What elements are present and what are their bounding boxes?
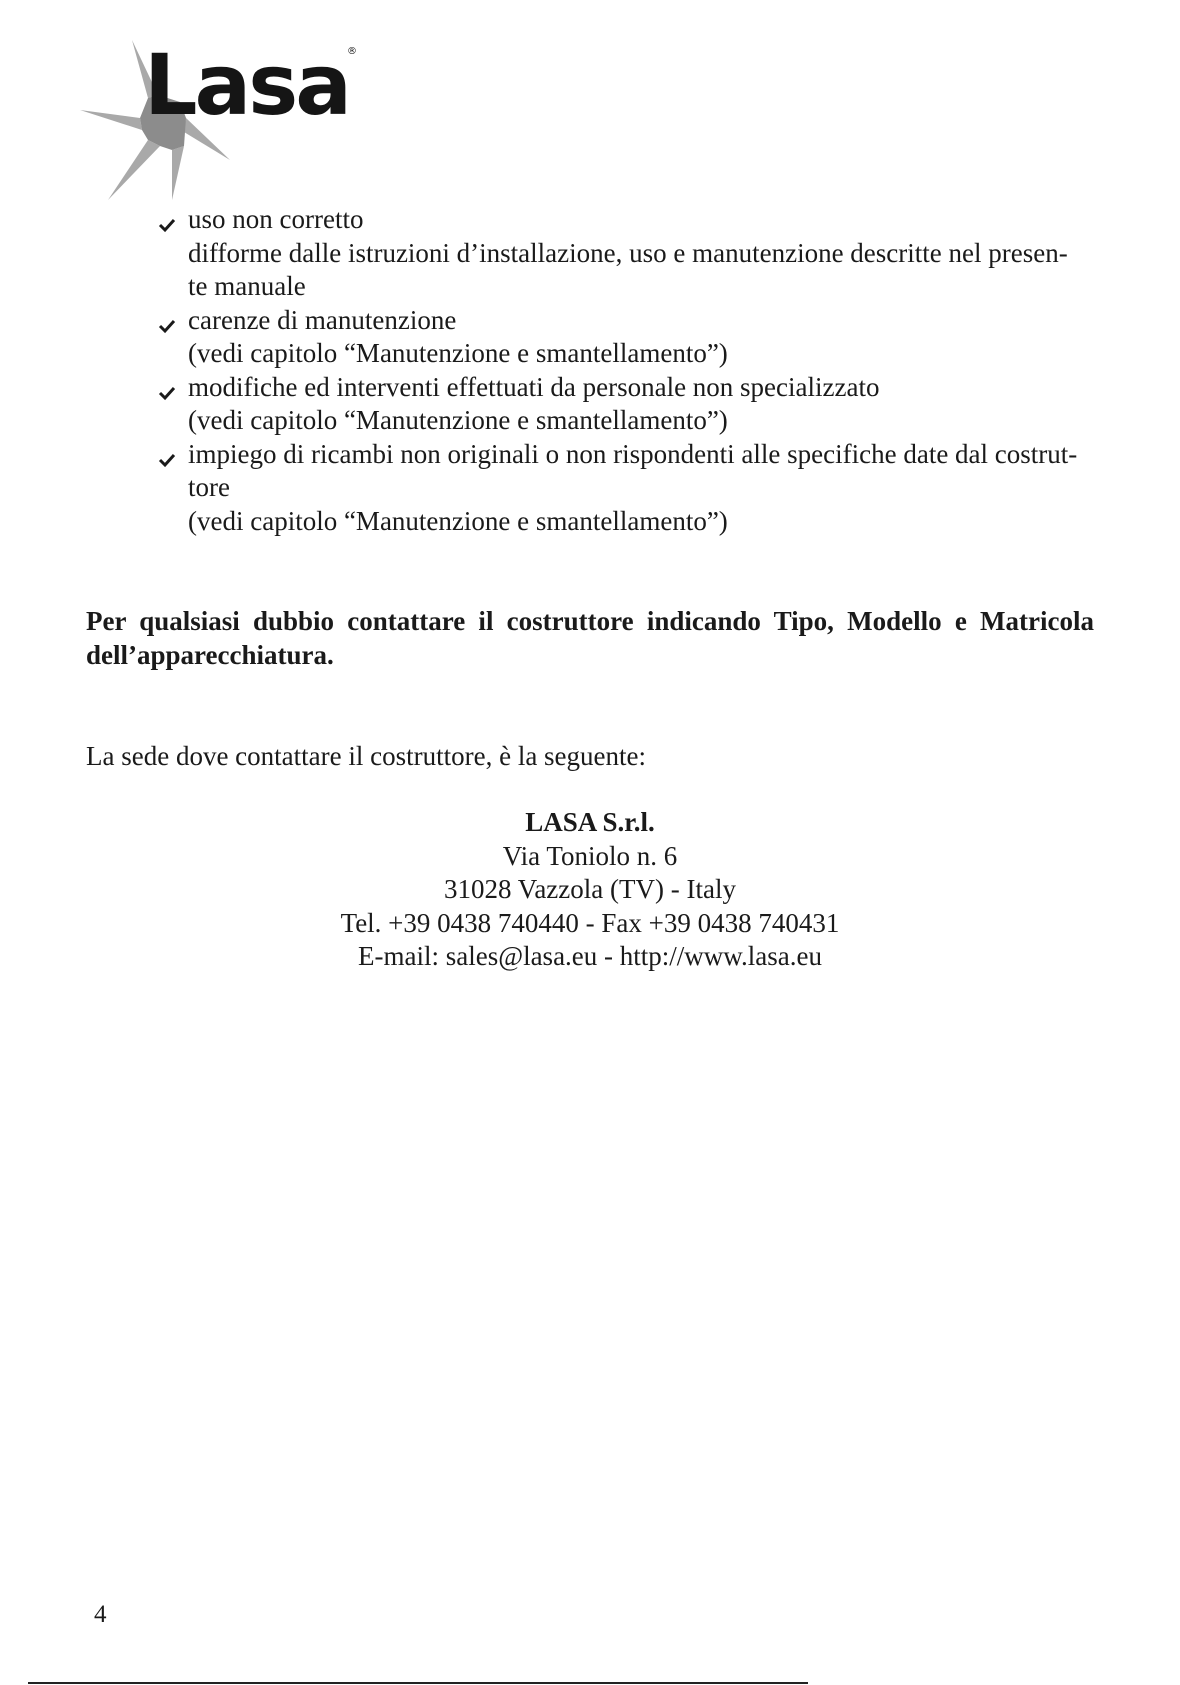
- email-web: E-mail: sales@lasa.eu - http://www.lasa.eu: [358, 941, 822, 971]
- phone-fax: Tel. +39 0438 740440 - Fax +39 0438 740431: [340, 907, 840, 938]
- list-item-line: difforme dalle istruzioni d’installazione, uso e manutenzione descritte nel presen-: [188, 237, 1068, 268]
- address-intro: La sede dove contattare il costruttore, è la seguente:: [86, 741, 647, 771]
- brand-wordmark: Lasa: [144, 40, 349, 134]
- list-item-line: te manuale: [188, 271, 306, 301]
- company-name: LASA S.r.l.: [525, 807, 655, 837]
- list-item-line: tore: [188, 472, 230, 502]
- manufacturer-address: [0, 806, 1180, 974]
- list-item: [158, 438, 1118, 539]
- street-address: Via Toniolo n. 6: [502, 840, 678, 871]
- list-item-line: uso non corretto: [188, 204, 364, 234]
- notice-line-2: dell’apparecchiatura.: [86, 640, 334, 670]
- page-number: 4: [94, 1601, 107, 1628]
- check-icon: [158, 444, 176, 462]
- list-item: [158, 371, 1118, 438]
- list-item: [158, 203, 1118, 304]
- registered-mark: ®: [347, 46, 357, 57]
- list-item: [158, 304, 1118, 371]
- list-item-line: (vedi capitolo “Manutenzione e smantellamento”): [188, 505, 728, 536]
- list-item-line: modifiche ed interventi effettuati da personale non specializzato: [188, 371, 880, 402]
- notice-line-1: Per qualsiasi dubbio contattare il costruttore indicando Tipo, Modello e Matricola: [86, 606, 1094, 636]
- list-item-line: (vedi capitolo “Manutenzione e smantellamento”): [188, 338, 728, 368]
- city-address: 31028 Vazzola (TV) - Italy: [444, 874, 736, 904]
- check-icon: [158, 209, 176, 227]
- lasa-logo: [80, 40, 400, 200]
- check-icon: [158, 310, 176, 328]
- cause-list: [158, 203, 1118, 538]
- list-item-line: carenze di manutenzione: [188, 304, 457, 335]
- check-icon: [158, 377, 176, 395]
- footer-rule: [28, 1682, 808, 1684]
- star-logo-icon: [80, 40, 400, 200]
- contact-notice: [86, 604, 1094, 672]
- list-item-line: impiego di ricambi non originali o non rispondenti alle specifiche date dal costrut-: [188, 438, 1078, 469]
- list-item-line: (vedi capitolo “Manutenzione e smantellamento”): [188, 405, 728, 435]
